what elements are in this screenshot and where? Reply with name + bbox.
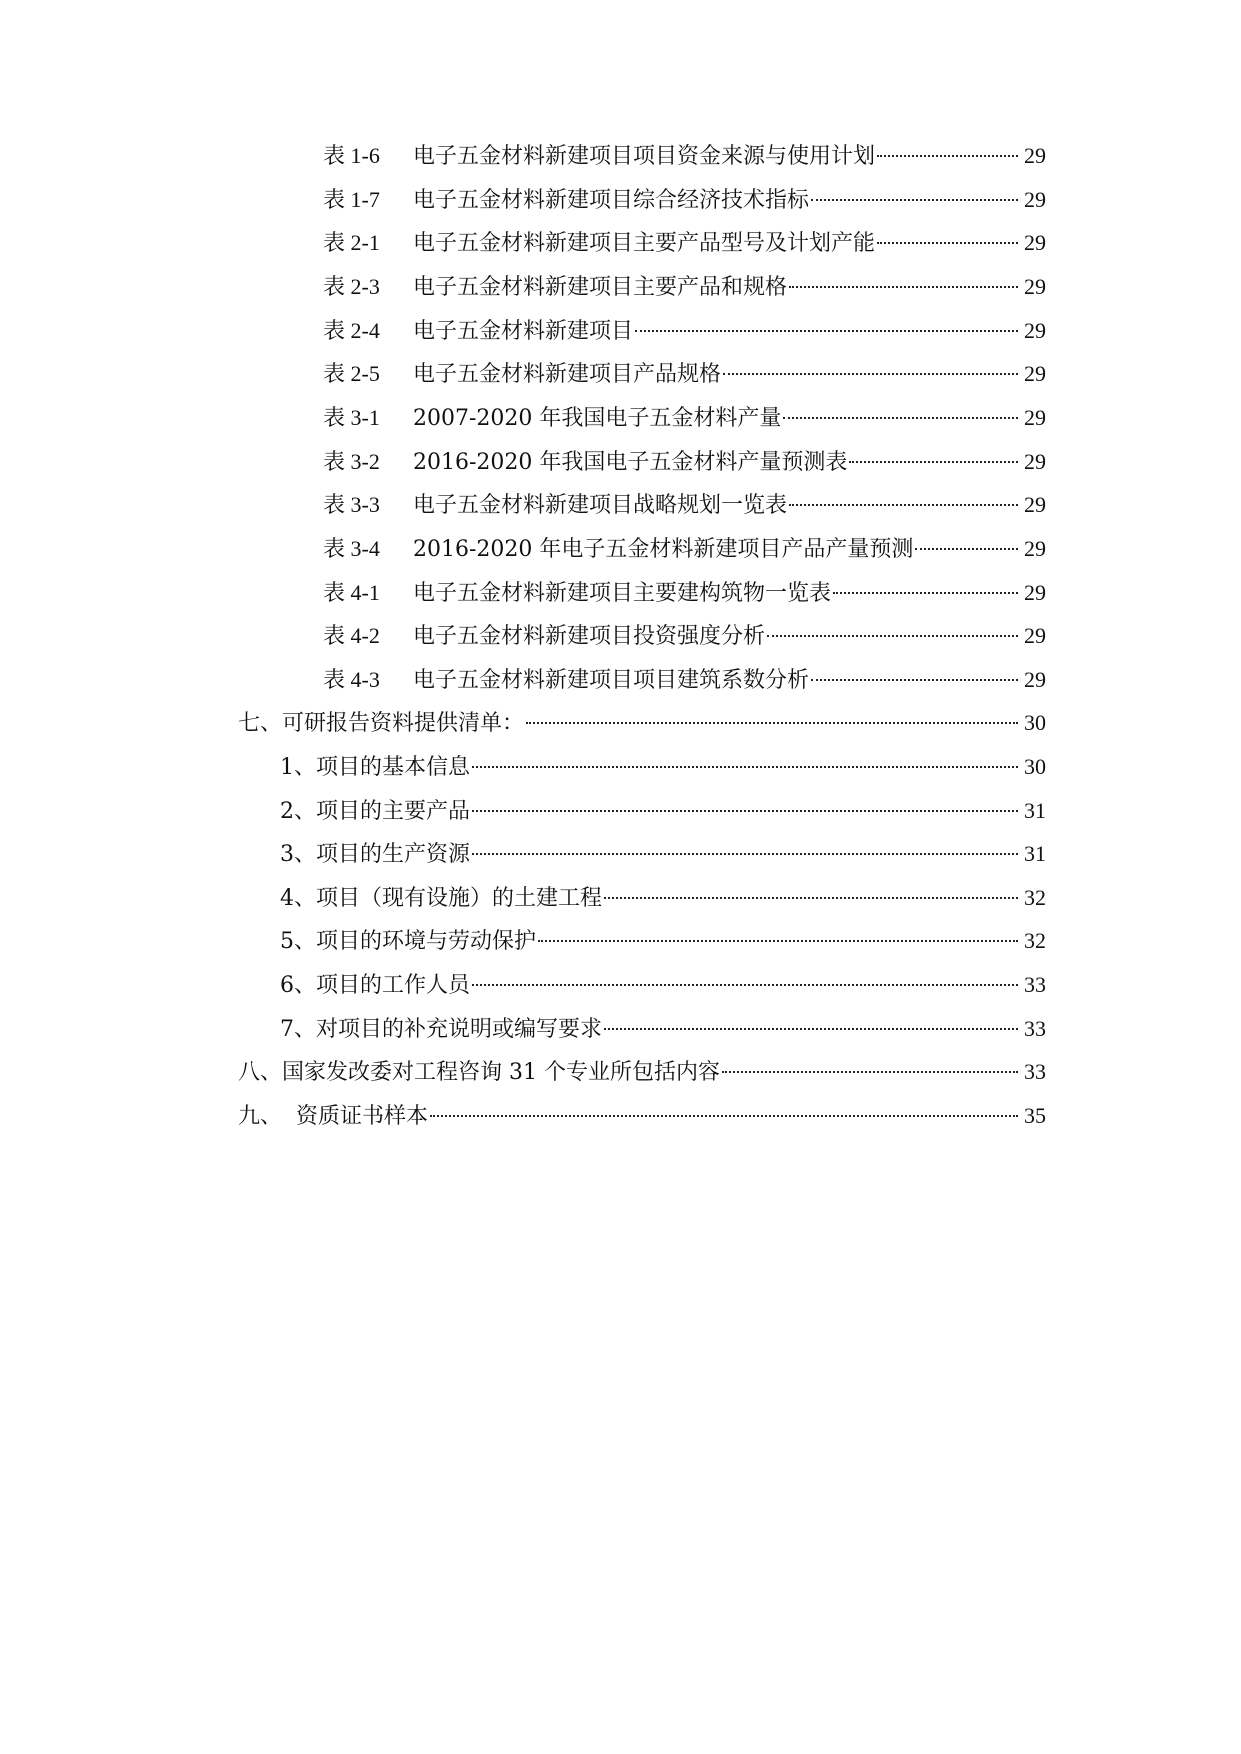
item-title: 3、项目的生产资源	[280, 842, 470, 867]
page-number: 30	[1024, 754, 1046, 779]
page-number: 29	[1024, 143, 1046, 168]
dot-leader	[767, 635, 1018, 637]
toc-entry-label	[323, 532, 913, 567]
page-number: 29	[1024, 492, 1046, 517]
toc-entry-label	[323, 226, 875, 261]
table-number: 表 2-4	[323, 318, 380, 343]
toc-table-entry[interactable]	[323, 270, 1046, 304]
toc-table-entry[interactable]	[323, 488, 1046, 522]
page-number: 29	[1024, 230, 1046, 255]
toc-entry-label	[323, 314, 633, 349]
page-number: 32	[1024, 885, 1046, 910]
table-title: 2016-2020 年我国电子五金材料产量预测表	[413, 450, 848, 475]
page-number: 29	[1024, 405, 1046, 430]
dot-leader	[472, 984, 1018, 986]
toc-table-entry[interactable]	[323, 532, 1046, 566]
toc-entry-label	[323, 445, 847, 480]
toc-entry-label	[323, 357, 721, 392]
table-title: 电子五金材料新建项目项目建筑系数分析	[413, 668, 810, 693]
toc-entry-label	[323, 401, 781, 436]
dot-leader	[789, 504, 1018, 506]
page-number: 30	[1024, 710, 1046, 735]
dot-leader	[789, 286, 1018, 288]
table-number: 表 2-5	[323, 361, 380, 386]
dot-leader	[877, 242, 1018, 244]
page-number: 29	[1024, 449, 1046, 474]
toc-table-entry[interactable]	[323, 226, 1046, 260]
page-number: 33	[1024, 972, 1046, 997]
toc-section-entry[interactable]	[238, 706, 1046, 740]
dot-leader	[811, 199, 1018, 201]
page-number: 29	[1024, 187, 1046, 212]
toc-section-entry[interactable]	[238, 1099, 1046, 1133]
page-number: 32	[1024, 928, 1046, 953]
table-title: 电子五金材料新建项目产品规格	[413, 362, 722, 387]
section-title: 八、国家发改委对工程咨询 31 个专业所包括内容	[238, 1060, 720, 1085]
dot-leader	[915, 548, 1018, 550]
page-number: 29	[1024, 318, 1046, 343]
toc-entry-label	[323, 663, 809, 698]
dot-leader	[877, 155, 1018, 157]
toc-table-entry[interactable]	[323, 619, 1046, 653]
table-number: 表 4-1	[323, 580, 380, 605]
table-number: 表 2-1	[323, 230, 380, 255]
toc-table-entry[interactable]	[323, 357, 1046, 391]
table-title: 2016-2020 年电子五金材料新建项目产品产量预测	[413, 537, 914, 562]
toc-table-entry[interactable]	[323, 314, 1046, 348]
dot-leader	[538, 940, 1018, 942]
page-number: 29	[1024, 536, 1046, 561]
table-title: 电子五金材料新建项目综合经济技术指标	[413, 188, 810, 213]
dot-leader	[783, 417, 1018, 419]
item-title: 1、项目的基本信息	[280, 755, 470, 780]
dot-leader	[526, 722, 1018, 724]
toc-item-entry[interactable]	[280, 968, 1046, 1002]
toc-table-entry[interactable]	[323, 663, 1046, 697]
table-title: 电子五金材料新建项目	[413, 319, 634, 344]
toc-item-entry[interactable]	[280, 881, 1046, 915]
section-title: 七、可研报告资料提供清单：	[238, 711, 525, 736]
item-title: 6、项目的工作人员	[280, 973, 470, 998]
toc-table-entry[interactable]	[323, 576, 1046, 610]
dot-leader	[849, 461, 1018, 463]
dot-leader	[722, 1071, 1018, 1073]
dot-leader	[811, 679, 1018, 681]
toc-table-entry[interactable]	[323, 401, 1046, 435]
page-number: 29	[1024, 361, 1046, 386]
table-title: 电子五金材料新建项目投资强度分析	[413, 624, 766, 649]
item-title: 2、项目的主要产品	[280, 799, 470, 824]
dot-leader	[472, 810, 1018, 812]
dot-leader	[472, 766, 1018, 768]
toc-item-entry[interactable]	[280, 794, 1046, 828]
table-title: 电子五金材料新建项目主要产品型号及计划产能	[413, 231, 876, 256]
table-number: 表 3-3	[323, 492, 380, 517]
dot-leader	[723, 373, 1018, 375]
table-number: 表 1-7	[323, 187, 380, 212]
toc-item-entry[interactable]	[280, 750, 1046, 784]
item-title: 4、项目（现有设施）的土建工程	[280, 886, 602, 911]
table-title: 电子五金材料新建项目主要建构筑物一览表	[413, 581, 832, 606]
page-number: 29	[1024, 580, 1046, 605]
toc-entry-label	[323, 139, 875, 174]
dot-leader	[635, 330, 1018, 332]
section-title: 九、 资质证书样本	[238, 1104, 428, 1129]
page-number: 29	[1024, 623, 1046, 648]
dot-leader	[833, 592, 1018, 594]
dot-leader	[472, 853, 1018, 855]
toc-entry-label	[323, 576, 831, 611]
toc-entry-label	[323, 183, 809, 218]
toc-item-entry[interactable]	[280, 837, 1046, 871]
dot-leader	[430, 1115, 1018, 1117]
table-number: 表 3-1	[323, 405, 380, 430]
dot-leader	[604, 1028, 1018, 1030]
toc-entry-label	[323, 270, 787, 305]
table-number: 表 1-6	[323, 143, 380, 168]
item-title: 5、项目的环境与劳动保护	[280, 929, 536, 954]
table-number: 表 2-3	[323, 274, 380, 299]
page-number: 29	[1024, 274, 1046, 299]
table-title: 电子五金材料新建项目战略规划一览表	[413, 493, 788, 518]
table-number: 表 3-2	[323, 449, 380, 474]
table-title: 电子五金材料新建项目主要产品和规格	[413, 275, 788, 300]
table-number: 表 4-2	[323, 623, 380, 648]
page-number: 31	[1024, 841, 1046, 866]
item-title: 7、对项目的补充说明或编写要求	[280, 1017, 602, 1042]
page-number: 29	[1024, 667, 1046, 692]
toc-table-entry[interactable]	[323, 445, 1046, 479]
page-number: 33	[1024, 1016, 1046, 1041]
page-number: 35	[1024, 1103, 1046, 1128]
table-title: 电子五金材料新建项目项目资金来源与使用计划	[413, 144, 876, 169]
toc-table-entry[interactable]	[323, 139, 1046, 173]
toc-table-entry[interactable]	[323, 183, 1046, 217]
toc-entry-label	[323, 619, 765, 654]
toc-section-entry[interactable]	[238, 1055, 1046, 1089]
toc-entry-label	[323, 488, 787, 523]
dot-leader	[604, 897, 1018, 899]
toc-item-entry[interactable]	[280, 1012, 1046, 1046]
table-number: 表 4-3	[323, 667, 380, 692]
table-title: 2007-2020 年我国电子五金材料产量	[413, 406, 782, 431]
toc-item-entry[interactable]	[280, 924, 1046, 958]
table-number: 表 3-4	[323, 536, 380, 561]
page-number: 33	[1024, 1059, 1046, 1084]
page-number: 31	[1024, 798, 1046, 823]
